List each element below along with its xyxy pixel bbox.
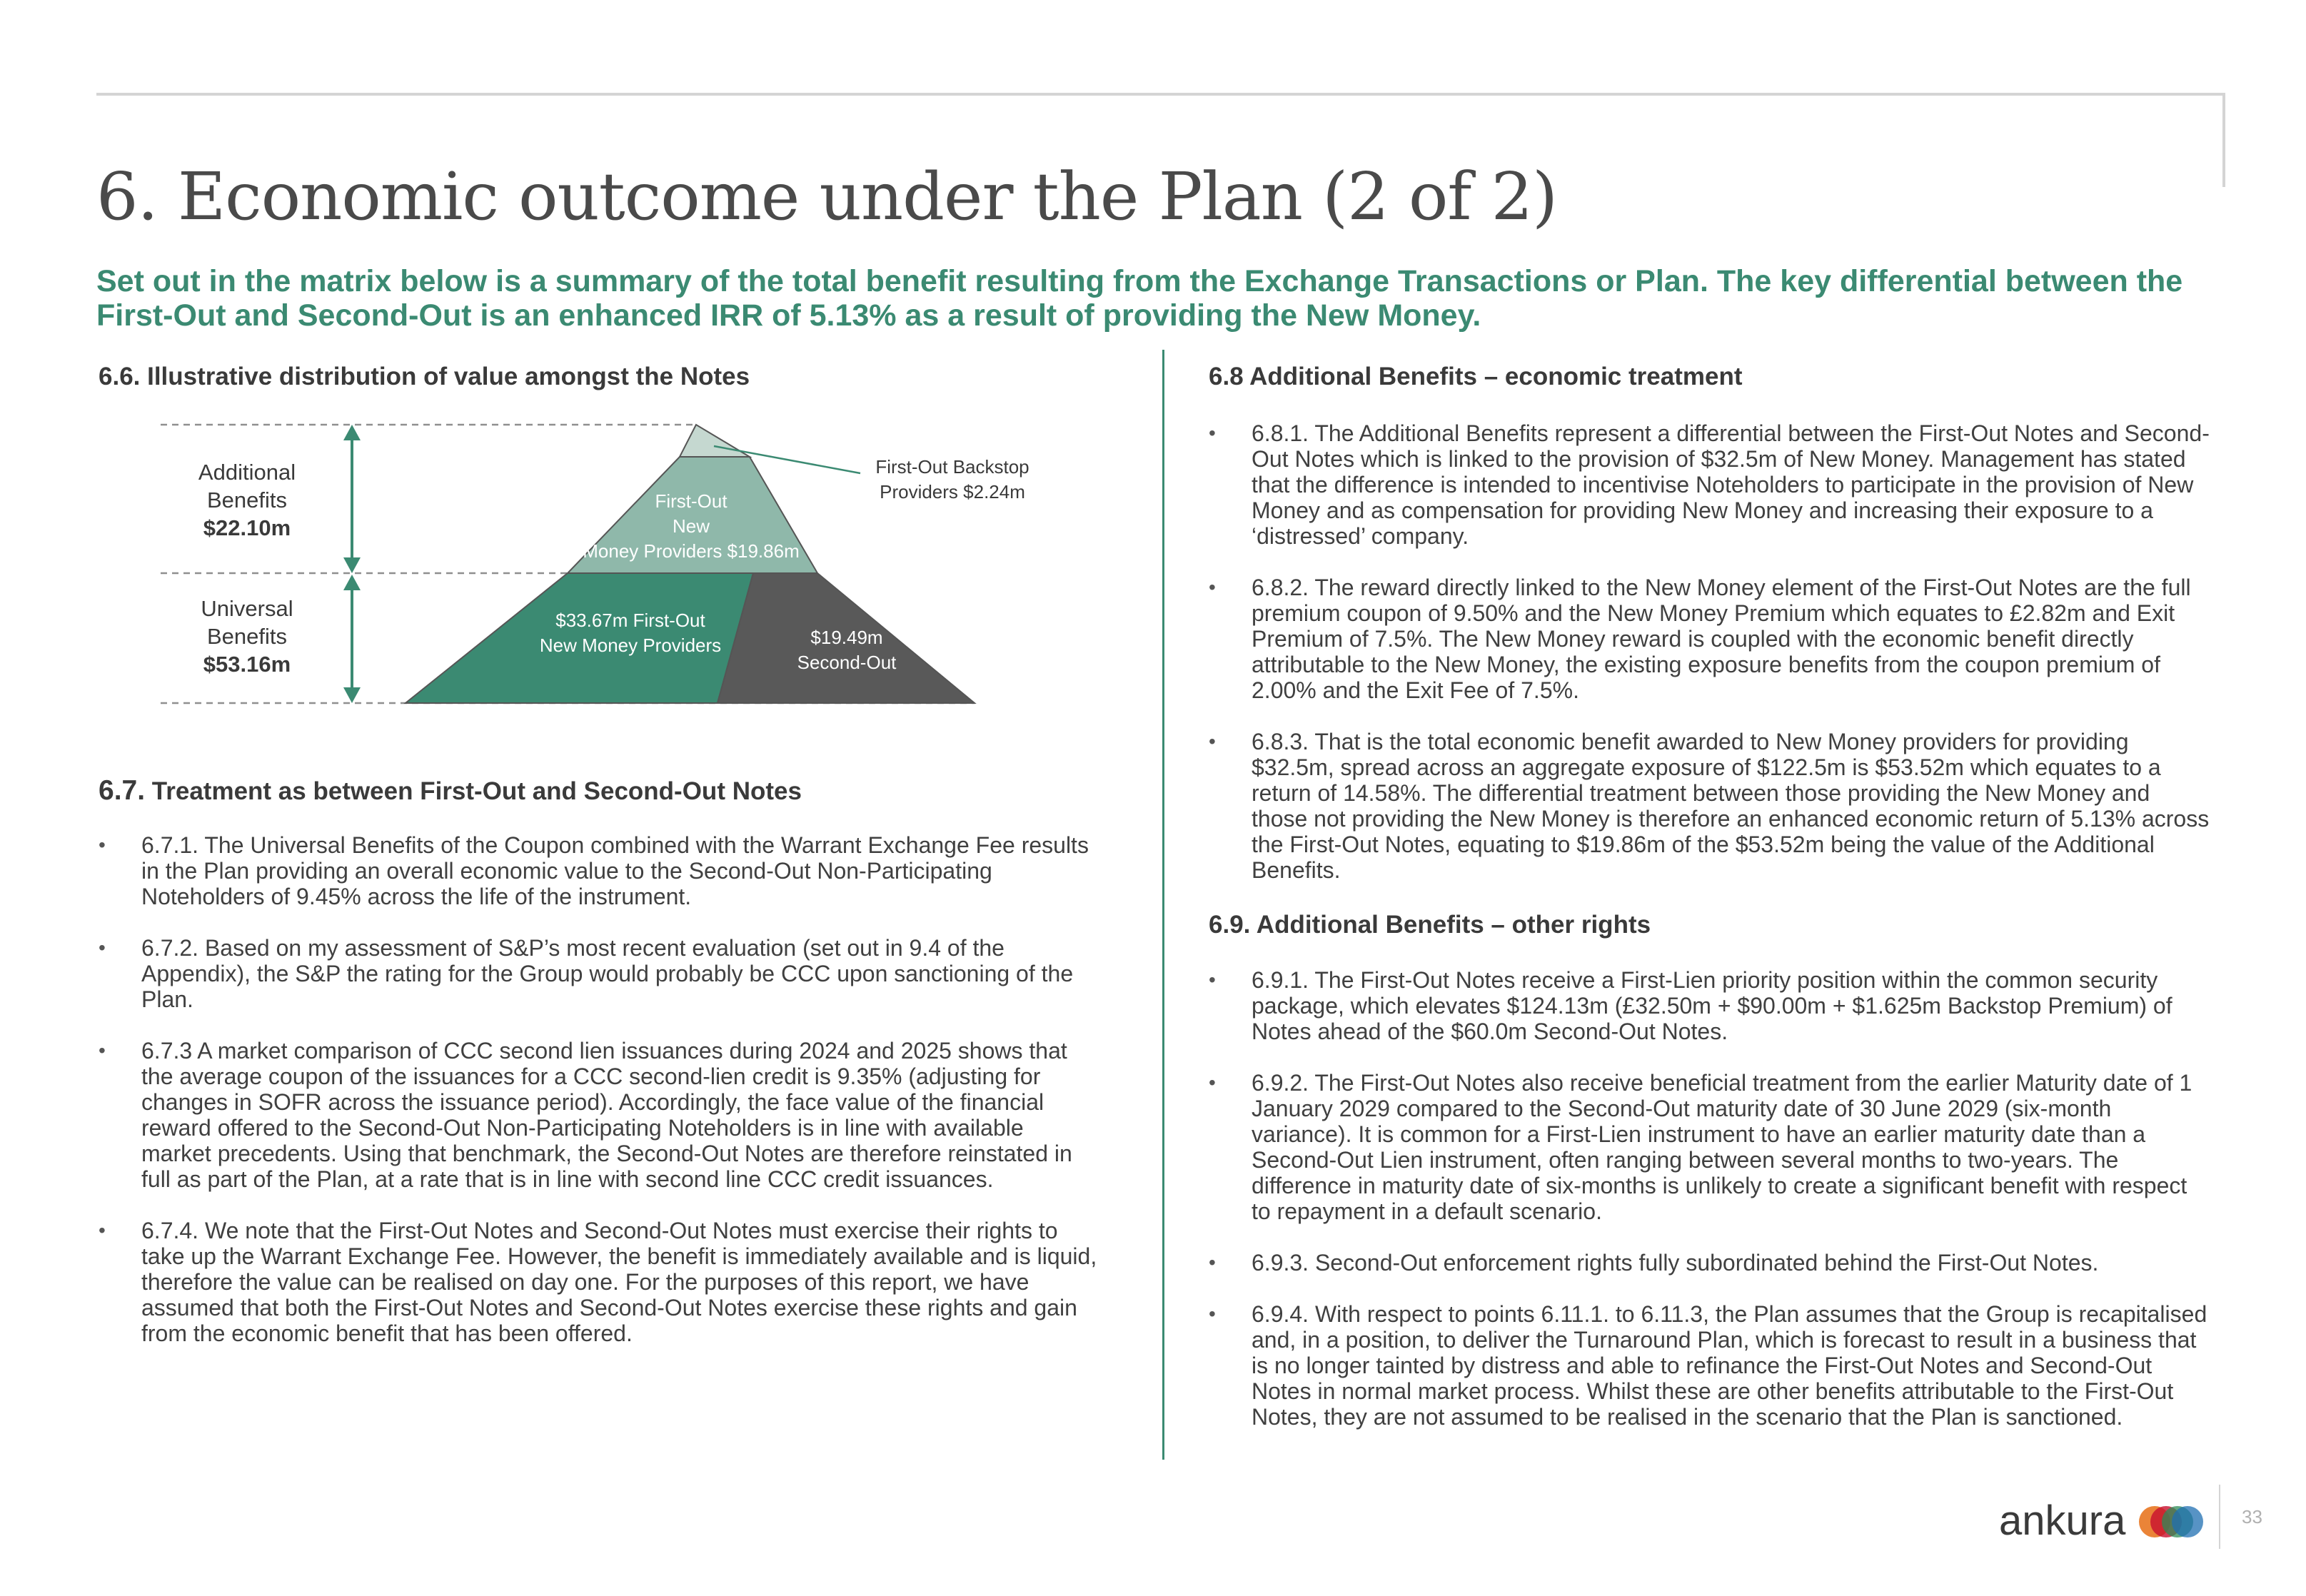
universal-benefits-label-2: Benefits	[206, 624, 288, 649]
top-border-line	[96, 93, 2225, 96]
top-right-border-line	[2222, 93, 2225, 187]
section-6-7-heading	[99, 775, 802, 807]
mid-tier-label-3: Money Providers $19.86m	[583, 540, 800, 562]
additional-arrow-down-head	[343, 557, 361, 573]
base-grey-label: $19.49m	[810, 627, 883, 648]
column-divider	[1162, 350, 1164, 1460]
universal-benefits-value: $53.16m	[203, 652, 291, 677]
section-6-8-heading: 6.8 Additional Benefits – economic treatment	[1209, 363, 1743, 390]
list-item: • 6.7.4. We note that the First-Out Notes and Second-Out Notes must exercise their rights to take up the Warrant Exchange Fee. However, the benefit is immediately available and is liquid, therefore the value can be realised on day one. For the purposes of this report, we have assumed that both the First-Out Notes and Second-Out Notes exercise these rights and gain from the economic benefit that has been offered.	[99, 1218, 1098, 1346]
universal-arrow-up-head	[343, 575, 361, 590]
base-grey-label-2: Second-Out	[797, 652, 897, 673]
section-6-7-number: 6.7.	[99, 775, 146, 806]
list-item: • 6.7.3 A market comparison of CCC second lien issuances during 2024 and 2025 shows that the average coupon of the issuances for a CCC second-lien credit is 9.35% (adjusting for changes in SOFR across the issuance period). Accordingly, the face value of the financial reward offered to the Second-Out Non-Participating Noteholders is in line with available market precedents. Using that benchmark, the Second-Out Notes are therefore reinstated in full as part of the Plan, at a rate that is in line with second line CCC credit issuances.	[99, 1038, 1098, 1192]
ankura-logo	[1999, 1492, 2213, 1549]
mid-tier-label: First-Out	[655, 490, 727, 512]
universal-arrow-down-head	[343, 687, 361, 703]
list-item: • 6.9.3. Second-Out enforcement rights fully subordinated behind the First-Out Notes.	[1209, 1250, 2212, 1276]
page-title: 6. Economic outcome under the Plan (2 of 2)	[96, 158, 1558, 235]
list-item: • 6.7.2. Based on my assessment of S&P’s most recent evaluation (set out in 9.4 of the Appendix), the S&P the rating for the Group would probably be CCC upon sanctioning of the Plan.	[99, 935, 1098, 1012]
mid-tier-label-2: New	[672, 515, 710, 537]
list-item: • 6.8.1. The Additional Benefits represent a differential between the First-Out Notes and Second-Out Notes which is linked to the provision of $32.5m of New Money. Management has stated that the difference is intended to incentivise Noteholders to participate in the provision of New Money and as compensation for providing New Money and increasing their exposure to a ‘distressed’ company.	[1209, 420, 2212, 549]
list-item: • 6.9.4. With respect to points 6.11.1. to 6.11.3, the Plan assumes that the Group is recapitalised and, in a position, to deliver the Turnaround Plan, which is forecast to result in a business that is no longer tainted by distress and able to refinance the First-Out Notes and Second-Out Notes in normal market process. Whilst these are other benefits attributable to the First-Out Notes, they are not assumed to be realised in the scenario that the Plan is sanctioned.	[1209, 1301, 2212, 1430]
page-subtitle: Set out in the matrix below is a summary of the total benefit resulting from the Exchange Transactions or Plan. The key differential between the First-Out and Second-Out is an enhanced IRR of 5.13% as a result of providing the New Money.	[96, 264, 2183, 333]
additional-arrow-up-head	[343, 425, 361, 440]
additional-benefits-label: Additional	[198, 460, 296, 485]
additional-benefits-label-2: Benefits	[206, 488, 288, 512]
diagram-heading: 6.6. Illustrative distribution of value amongst the Notes	[99, 363, 750, 390]
base-green-label: $33.67m First-Out	[555, 610, 705, 631]
section-6-8-list	[1209, 420, 2212, 883]
section-6-7-title: Treatment as between First-Out and Second-Out Notes	[151, 777, 802, 805]
section-6-7-list	[99, 832, 1098, 1346]
value-distribution-diagram	[143, 418, 1071, 710]
pyramid-tip-first-out-backstop	[680, 425, 750, 457]
list-item: • 6.9.1. The First-Out Notes receive a First-Lien priority position within the common security package, which elevates $124.13m (£32.50m + $90.00m + $1.625m Backstop Premium) of Notes ahead of the $60.0m Second-Out Notes.	[1209, 967, 2212, 1044]
backstop-callout-label-2: Providers $2.24m	[880, 481, 1025, 502]
page-number: 33	[2242, 1506, 2262, 1527]
backstop-callout-label: First-Out Backstop	[875, 456, 1029, 478]
list-item: • 6.7.1. The Universal Benefits of the Coupon combined with the Warrant Exchange Fee results in the Plan providing an overall economic value to the Second-Out Non-Participating Noteholders of 9.45% across the life of the instrument.	[99, 832, 1098, 909]
list-item: • 6.8.2. The reward directly linked to the New Money element of the First-Out Notes are the full premium coupon of 9.50% and the New Money Premium which equates to £2.82m and Exit Premium of 7.5%. The New Money reward is coupled with the economic benefit directly attributable to the New Money, the existing exposure benefits from the coupon premium of 2.00% and the Exit Fee of 7.5%.	[1209, 575, 2212, 703]
additional-benefits-value: $22.10m	[203, 515, 291, 540]
section-6-9-list	[1209, 967, 2212, 1430]
base-green-label-2: New Money Providers	[539, 635, 722, 656]
universal-benefits-label: Universal	[201, 596, 293, 621]
list-item: • 6.8.3. That is the total economic benefit awarded to New Money providers for providing $32.5m, spread across an aggregate exposure of $122.5m is $53.52m which equates to a return of 14.58%. The differential treatment between those providing the New Money and those not providing the New Money is therefore an enhanced economic return of 5.13% across the First-Out Notes, equating to $19.86m of the $53.52m being the value of the Additional Benefits.	[1209, 729, 2212, 883]
ankura-logo-text: ankura	[1999, 1497, 2126, 1544]
footer-separator	[2219, 1485, 2220, 1549]
list-item: • 6.9.2. The First-Out Notes also receive beneficial treatment from the earlier Maturity date of 1 January 2029 compared to the Second-Out maturity date of 30 June 2029 (six-month variance). It is common for a First-Lien instrument to have an earlier maturity date than a Second-Out Lien instrument, often ranging between several months to two-years. The difference in maturity date of six-months is unlikely to create a significant benefit with respect to repayment in a default scenario.	[1209, 1070, 2212, 1224]
section-6-9-heading: 6.9. Additional Benefits – other rights	[1209, 911, 1651, 939]
logo-circle-blue	[2172, 1506, 2203, 1537]
